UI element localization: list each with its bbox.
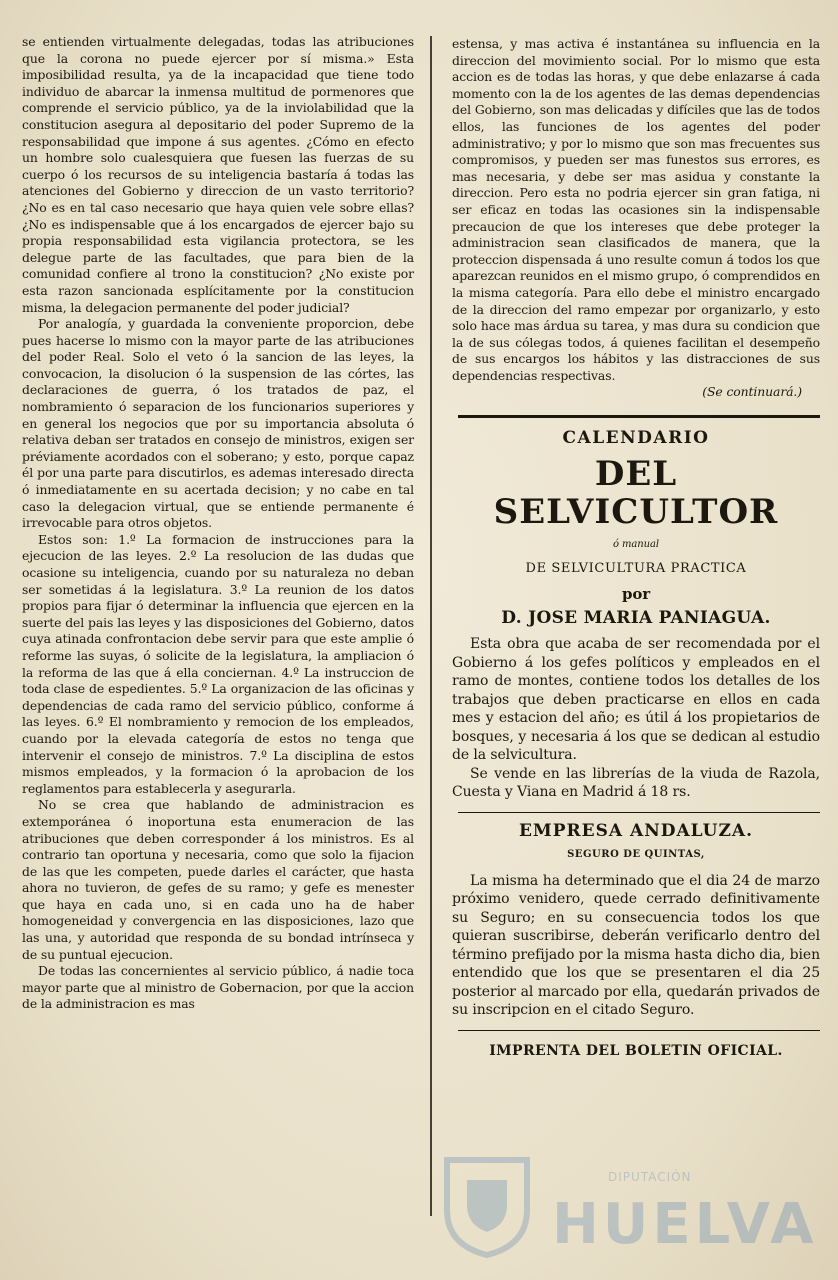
watermark-logo [432,1150,818,1270]
ad-author: D. JOSE MARIA PANIAGUA. [501,608,771,629]
notice [452,820,820,1020]
left-column [22,34,414,1013]
right-column [452,36,820,1059]
ad-connector: ó manual [613,538,659,550]
left-paragraph: Por analogía, y guardada la conveniente proporcion, debe pues hacerse lo mismo con la mayor parte de las atribuciones del poder Real. Solo el veto ó la sancion de las leyes, la convocacion, la disolucion ó la suspension de las córtes, las declaraciones de guerra, ó los tratados de paz, el nombramiento ó separacion de los funcionarios superiores y en general los negocios que por su importancia absoluta ó relativa deban ser tratados en consejo de ministros, exigen ser préviamente acordados con el soberano; y esto, porque capaz él por una parte para discutirlos, es ademas interesado directa ó inmediatamente en su acertada decision; y no cabe en tal caso la delegacion virtual, que se entiende permanente é irrevocable para otros objetos. [22,316,414,531]
ad-title-top: CALENDARIO [562,428,710,449]
left-paragraph: Estos son: 1.º La formacion de instrucciones para la ejecucion de las leyes. 2.º La resolucion de las dudas que ocasione su inteligencia, cuando por su naturaleza no deban ser sometidas á la legislatura. 3.º La reunion de los datos propios para fijar ó determinar la influencia que ejercen en la suerte del pais las leyes y las disposiciones del Gobierno, datos cuya atinada confrontacion debe servir para que este amplie ó reforme las suyas, ó solicite de la legislatura, la ampliacion ó la reforma de las que á ella conciernan. 4.º La instruccion de toda clase de espedientes. 5.º La organizacion de las oficinas y dependencias de cada ramo del servicio público, conforme á las leyes. 6.º El nombramiento y remocion de los empleados, cuando por la elevada categoría de estos no tenga que intervenir el consejo de ministros. 7.º La disciplina de estos mismos empleados, y la formacion ó la aprobacion de los reglamentos para establecerla y asegurarla. [22,531,414,796]
right-paragraph: estensa, y mas activa é instantánea su influencia en la direccion del movimiento social. Por lo mismo que esta accion es de todas las horas, y que debe enlazarse á cada momento con la de los agentes de las demas dependencias del Gobierno, son mas delicadas y difíciles que las de todos ellos, las funciones de los agentes del poder administrativo; y por lo mismo que son mas frecuentes sus compromisos, y pueden ser mas funestos sus errores, es mas necesaria, y debe ser mas asidua y constante la direccion. Pero esta no podria ejercer sin gran fatiga, ni ser eficaz en todas las ocasiones sin la indispensable precaucion de que los intereses que debe proteger la administracion sean clasificados de manera, que la proteccion dispensada á uno resulte comun á todos los que aparezcan reunidos en el mismo grupo, ó comprendidos en la misma categoría. Para ello debe el ministro encargado de la direccion del ramo empezar por organizarlo, y esto solo hace mas árdua su tarea, y mas dura su condicion que la de sus cólegas todos, á quienes facilitan el desempeño de sus encargos los hábitos y las distracciones de sus dependencias respectivas. [452,36,820,383]
section-divider [458,1030,820,1031]
ad-body [452,635,820,802]
ad-paragraph: Se vende en las librerías de la viuda de Razola, Cuesta y Viana en Madrid á 18 rs. [452,765,820,801]
advertisement [452,430,820,801]
ad-subtitle: DE SELVICULTURA PRACTICA [525,561,747,577]
ad-paragraph: Esta obra que acaba de ser recomendada por el Gobierno á los gefes políticos y empleados en el ramo de montes, contiene todos los detalles de los trabajos que deben practicarse en ellos en cada mes y estacion del año; es útil á los propietarios de bosques, y necesaria á los que se dedican al estudio de la selvicultura. [452,636,820,764]
ad-by: por [621,584,651,603]
left-paragraph: De todas las concernientes al servicio público, á nadie toca mayor parte que al ministro de Gobernacion, por que la accion de la administracion es mas [22,963,414,1012]
left-paragraph: se entienden virtualmente delegadas, todas las atribuciones que la corona no puede ejercer por sí misma.» Esta imposibilidad resulta, ya de la incapacidad que tiene todo individuo de abarcar la inmensa multitud de pormenores que comprende el servicio público, ya de la inviolabilidad que la constitucion asegura al depositario del poder Supremo de la responsabilidad que impone á sus agentes. ¿Cómo en efecto un hombre solo cualesquiera que fuesen las fuerzas de su cuerpo ó los recursos de su inteligencia bastaría á todas las atenciones del Gobierno y direccion de un vasto territorio? ¿No es en tal caso necesario que haya quien vele sobre ellas? ¿No es indispensable que á los encargados de ejercer bajo su propia responsabilidad esta vigilancia protectora, se les delegue parte de las facultades, que para bien de la comunidad confiere al trono la constitucion? ¿No existe por esta razon sancionada esplícitamente por la constitucion misma, la delegacion permanente del poder judicial? [22,34,414,315]
section-divider [458,812,820,813]
notice-subtitle: SEGURO DE QUINTAS, [567,849,705,861]
section-divider [458,415,820,418]
notice-body-wrap [452,872,820,1020]
left-paragraph: No se crea que hablando de administracion es extemporánea ó inoportuna esta enumeracion de las atribuciones que deben corresponder á los ministros. Es al contrario tan oportuna y necesaria, como que solo la fijacion de las que les competen, puede darles el carácter, que hasta ahora no tuvieron, de gefes de su ramo; y gefe es menester que haya en cada uno, si en cada uno ha de haber homogeneidad y convergencia en las disposiciones, lazo que las una, y autoridad que responda de su bondad intrínseca y de su puntual ejecucion. [22,797,414,962]
notice-title: EMPRESA ANDALUZA. [518,820,754,841]
imprint: IMPRENTA DEL BOLETIN OFICIAL. [489,1042,783,1059]
shield-icon [432,1150,542,1260]
continuation-note: (Se continuará.) [702,384,802,400]
notice-body: La misma ha determinado que el dia 24 de marzo próximo venidero, quede cerrado definitivamente su Seguro; en su consecuencia todos los que quieran suscribirse, deberán verificarlo dentro del término prefijado por la misma hasta dicho dia, bien entendido que los que se presentaren el dia 25 posterior al marcado por ella, quedarán privados de su inscripcion en el citado Seguro. [452,872,820,1019]
watermark-text: HUELVA [552,1192,818,1257]
watermark-side-text: DIPUTACIÓN [608,1170,692,1184]
column-divider [430,36,432,1216]
ad-title-main: DEL SELVICULTOR [493,453,779,532]
